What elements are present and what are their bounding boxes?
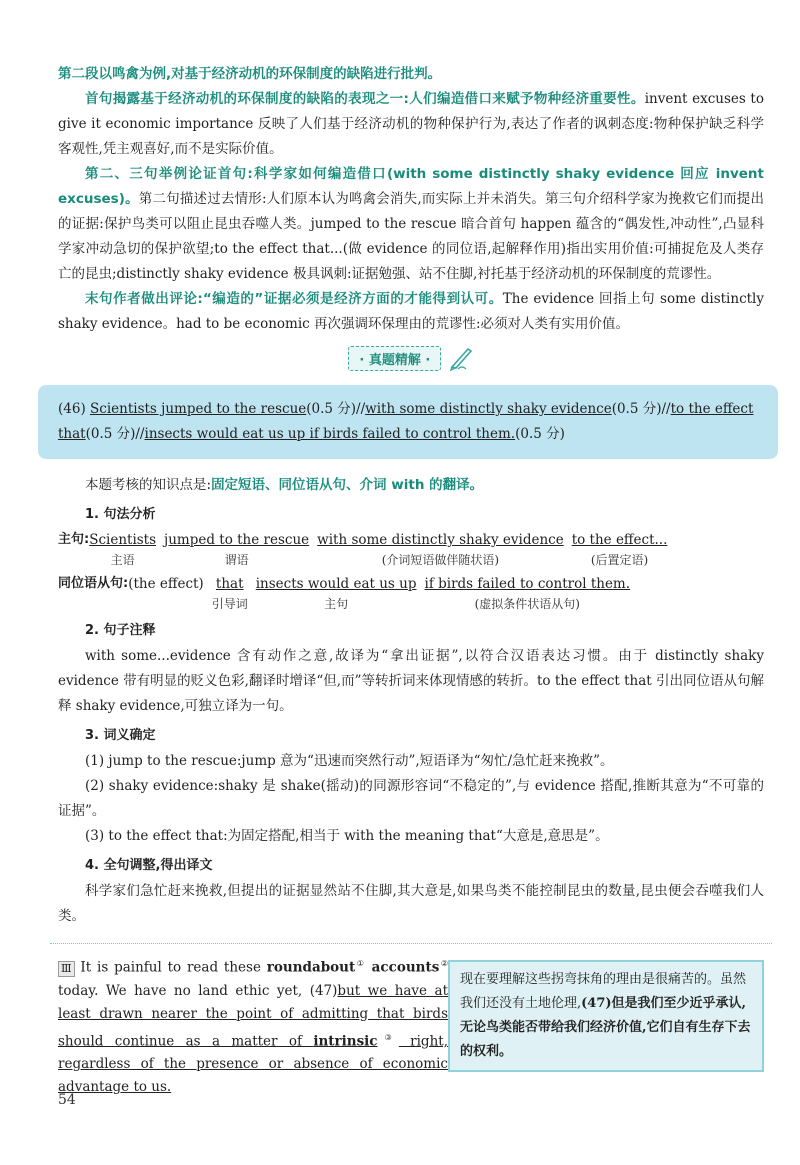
paragraph-marker: Ⅲ <box>58 961 75 977</box>
main-seg: jumped to the rescue 谓语 <box>164 532 310 567</box>
app-seg: insects would eat us up 主句 <box>255 576 417 611</box>
analysis-sentence-3 <box>58 287 764 337</box>
question-number: (46) <box>58 401 86 417</box>
divider <box>50 943 772 944</box>
word-item-1: (1) jump to the rescue:jump 意为“迅速而突然行动”,短语译为“匆忙/急忙赶来挽救”。 <box>85 753 614 769</box>
chunk-2: with some distinctly shaky evidence <box>365 401 612 417</box>
appositive-clause-row <box>58 574 764 614</box>
main-seg: Scientists 主语 <box>89 532 157 567</box>
appositive-prefix: (the effect) <box>128 576 204 592</box>
keyword-roundabout: roundabout <box>266 959 356 976</box>
main-clause-row <box>58 530 764 570</box>
chunk-1-score: (0.5 分)// <box>306 401 366 417</box>
analysis-sentence-1 <box>58 87 764 162</box>
page-content <box>58 62 764 1099</box>
pen-icon <box>448 345 474 375</box>
analysis-highlight-3: 末句作者做出评论:“编造的”证据必须是经济方面的才能得到认可。 <box>85 291 503 307</box>
final-translation: 科学家们急忙赶来挽救,但提出的证据显然站不住脚,其大意是,如果鸟类不能控制昆虫的数量,昆虫便会吞噬我们人类。 <box>58 883 764 924</box>
translation-box <box>448 960 764 1072</box>
chunk-4-score: (0.5 分) <box>515 426 565 442</box>
paragraph-heading: 第二段以鸣禽为例,对基于经济动机的环保制度的缺陷进行批判。 <box>58 66 442 82</box>
knowledge-list: 固定短语、同位语从句、介词 with 的翻译。 <box>211 477 484 493</box>
analysis-text-2: 第二句描述过去情形:人们原本认为鸣禽会消失,而实际上并未消失。第三句介绍科学家为挽救它们而提出的证据:保护鸟类可以阻止昆虫吞噬人类。jumped to the rescue 暗合首句 happen 蕴含的“偶发性,冲动性”,凸显科学家冲动急切的保护欲望;to the effect that...(做 evidence 的同位语,起解释作用)指出实用价值:可捕捉危及人类存亡的昆虫;distinctly shaky evidence 极具讽刺:证据勉强、站不住脚,衬托基于经济动机的环保制度的荒谬性。 <box>58 191 764 282</box>
knowledge-prefix: 本题考核的知识点是: <box>85 477 212 493</box>
section-title: · 真题精解 · <box>348 346 441 371</box>
knowledge-points <box>58 473 764 498</box>
analysis-text-1: invent excuses to give it economic importance 反映了人们基于经济动机的物种保护行为,表达了作者的讽刺态度:物种保护缺乏科学客观性,凭主观喜好,而不是实际价值。 <box>58 91 764 157</box>
section-4-title: 4. 全句调整,得出译文 <box>85 858 213 873</box>
word-item-2: (2) shaky evidence:shaky 是 shake(摇动)的同源形容词“不稳定的”,与 evidence 搭配,推断其意为“不可靠的证据”。 <box>58 778 764 819</box>
appositive-label: 同位语从句: <box>58 576 129 591</box>
section-title-wrap <box>58 345 764 375</box>
analysis-highlight-1: 首句揭露基于经济动机的环保制度的缺陷的表现之一:人们编造借口来赋予物种经济重要性。 <box>85 91 645 107</box>
chunk-1: Scientists jumped to the rescue <box>90 401 307 417</box>
syntax-analysis <box>58 530 764 614</box>
question-box <box>38 385 778 459</box>
underlined-sentence-47-end: right, regardless of the presence or absence of economic advantage to us. <box>58 1033 448 1095</box>
analysis-highlight-2: 第二、三句举例论证首句:科学家如何编造借口(with some distinctly shaky evidence 回应 invent excuses)。 <box>58 166 764 207</box>
translation-47: (47)但是我们至少近乎承认,无论鸟类能否带给我们经济价值,它们自有生存下去的权利。 <box>460 996 751 1059</box>
section-2-text: with some...evidence 含有动作之意,故译为“拿出证据”,以符合汉语表达习惯。由于 distinctly shaky evidence 带有明显的贬义色彩,翻译时增译“但,而”等转折词来体现情感的转折。to the effect that 引出同位语从句解释 shaky evidence,可独立译为一句。 <box>58 648 764 714</box>
analysis-text-3: The evidence 回指上句 some distinctly shaky evidence。had to be economic 再次强调环保理由的荒谬性:必须对人类有实用价值。 <box>58 291 764 332</box>
analysis-sentence-2 <box>58 162 764 287</box>
chunk-2-score: (0.5 分)// <box>611 401 671 417</box>
keyword-intrinsic: intrinsic <box>313 1033 378 1049</box>
english-passage: Ⅲ It is painful to read these roundabout① accounts② today. We have no land ethic yet, (47)but we have at least drawn nearer the point of admitting that birds should continue as a matter of intrinsic③ right, regardless of the presence or absence of economic advantage to us. <box>58 959 449 1095</box>
section-3-title: 3. 词义确定 <box>85 728 156 743</box>
section-1-title: 1. 句法分析 <box>85 507 156 522</box>
keyword-accounts: accounts <box>365 959 440 976</box>
passage-block <box>58 952 764 1099</box>
underlined-sentence-47: but we have at least drawn nearer the point of admitting that birds should continue as a matter of <box>58 982 449 1049</box>
app-seg: if birds failed to control them. (虚拟条件状语从句) <box>424 576 631 611</box>
translation-text: 现在要理解这些拐弯抹角的理由是很痛苦的。虽然我们还没有土地伦理, <box>460 972 747 1011</box>
page-number: 54 <box>58 1092 76 1108</box>
chunk-3-score: (0.5 分)// <box>85 426 145 442</box>
section-2-title: 2. 句子注释 <box>85 623 156 638</box>
chunk-4: insects would eat us up if birds failed to control them. <box>144 426 516 442</box>
main-seg: to the effect... (后置定语) <box>571 532 668 567</box>
chunk-3: to the effect that <box>58 401 754 442</box>
app-seg: that 引导词 <box>211 576 248 611</box>
main-clause-label: 主句: <box>58 532 90 547</box>
word-item-3: (3) to the effect that:为固定搭配,相当于 with the meaning that“大意是,意思是”。 <box>85 828 609 844</box>
main-seg: with some distinctly shaky evidence (介词短语做伴随状语) <box>317 532 564 567</box>
